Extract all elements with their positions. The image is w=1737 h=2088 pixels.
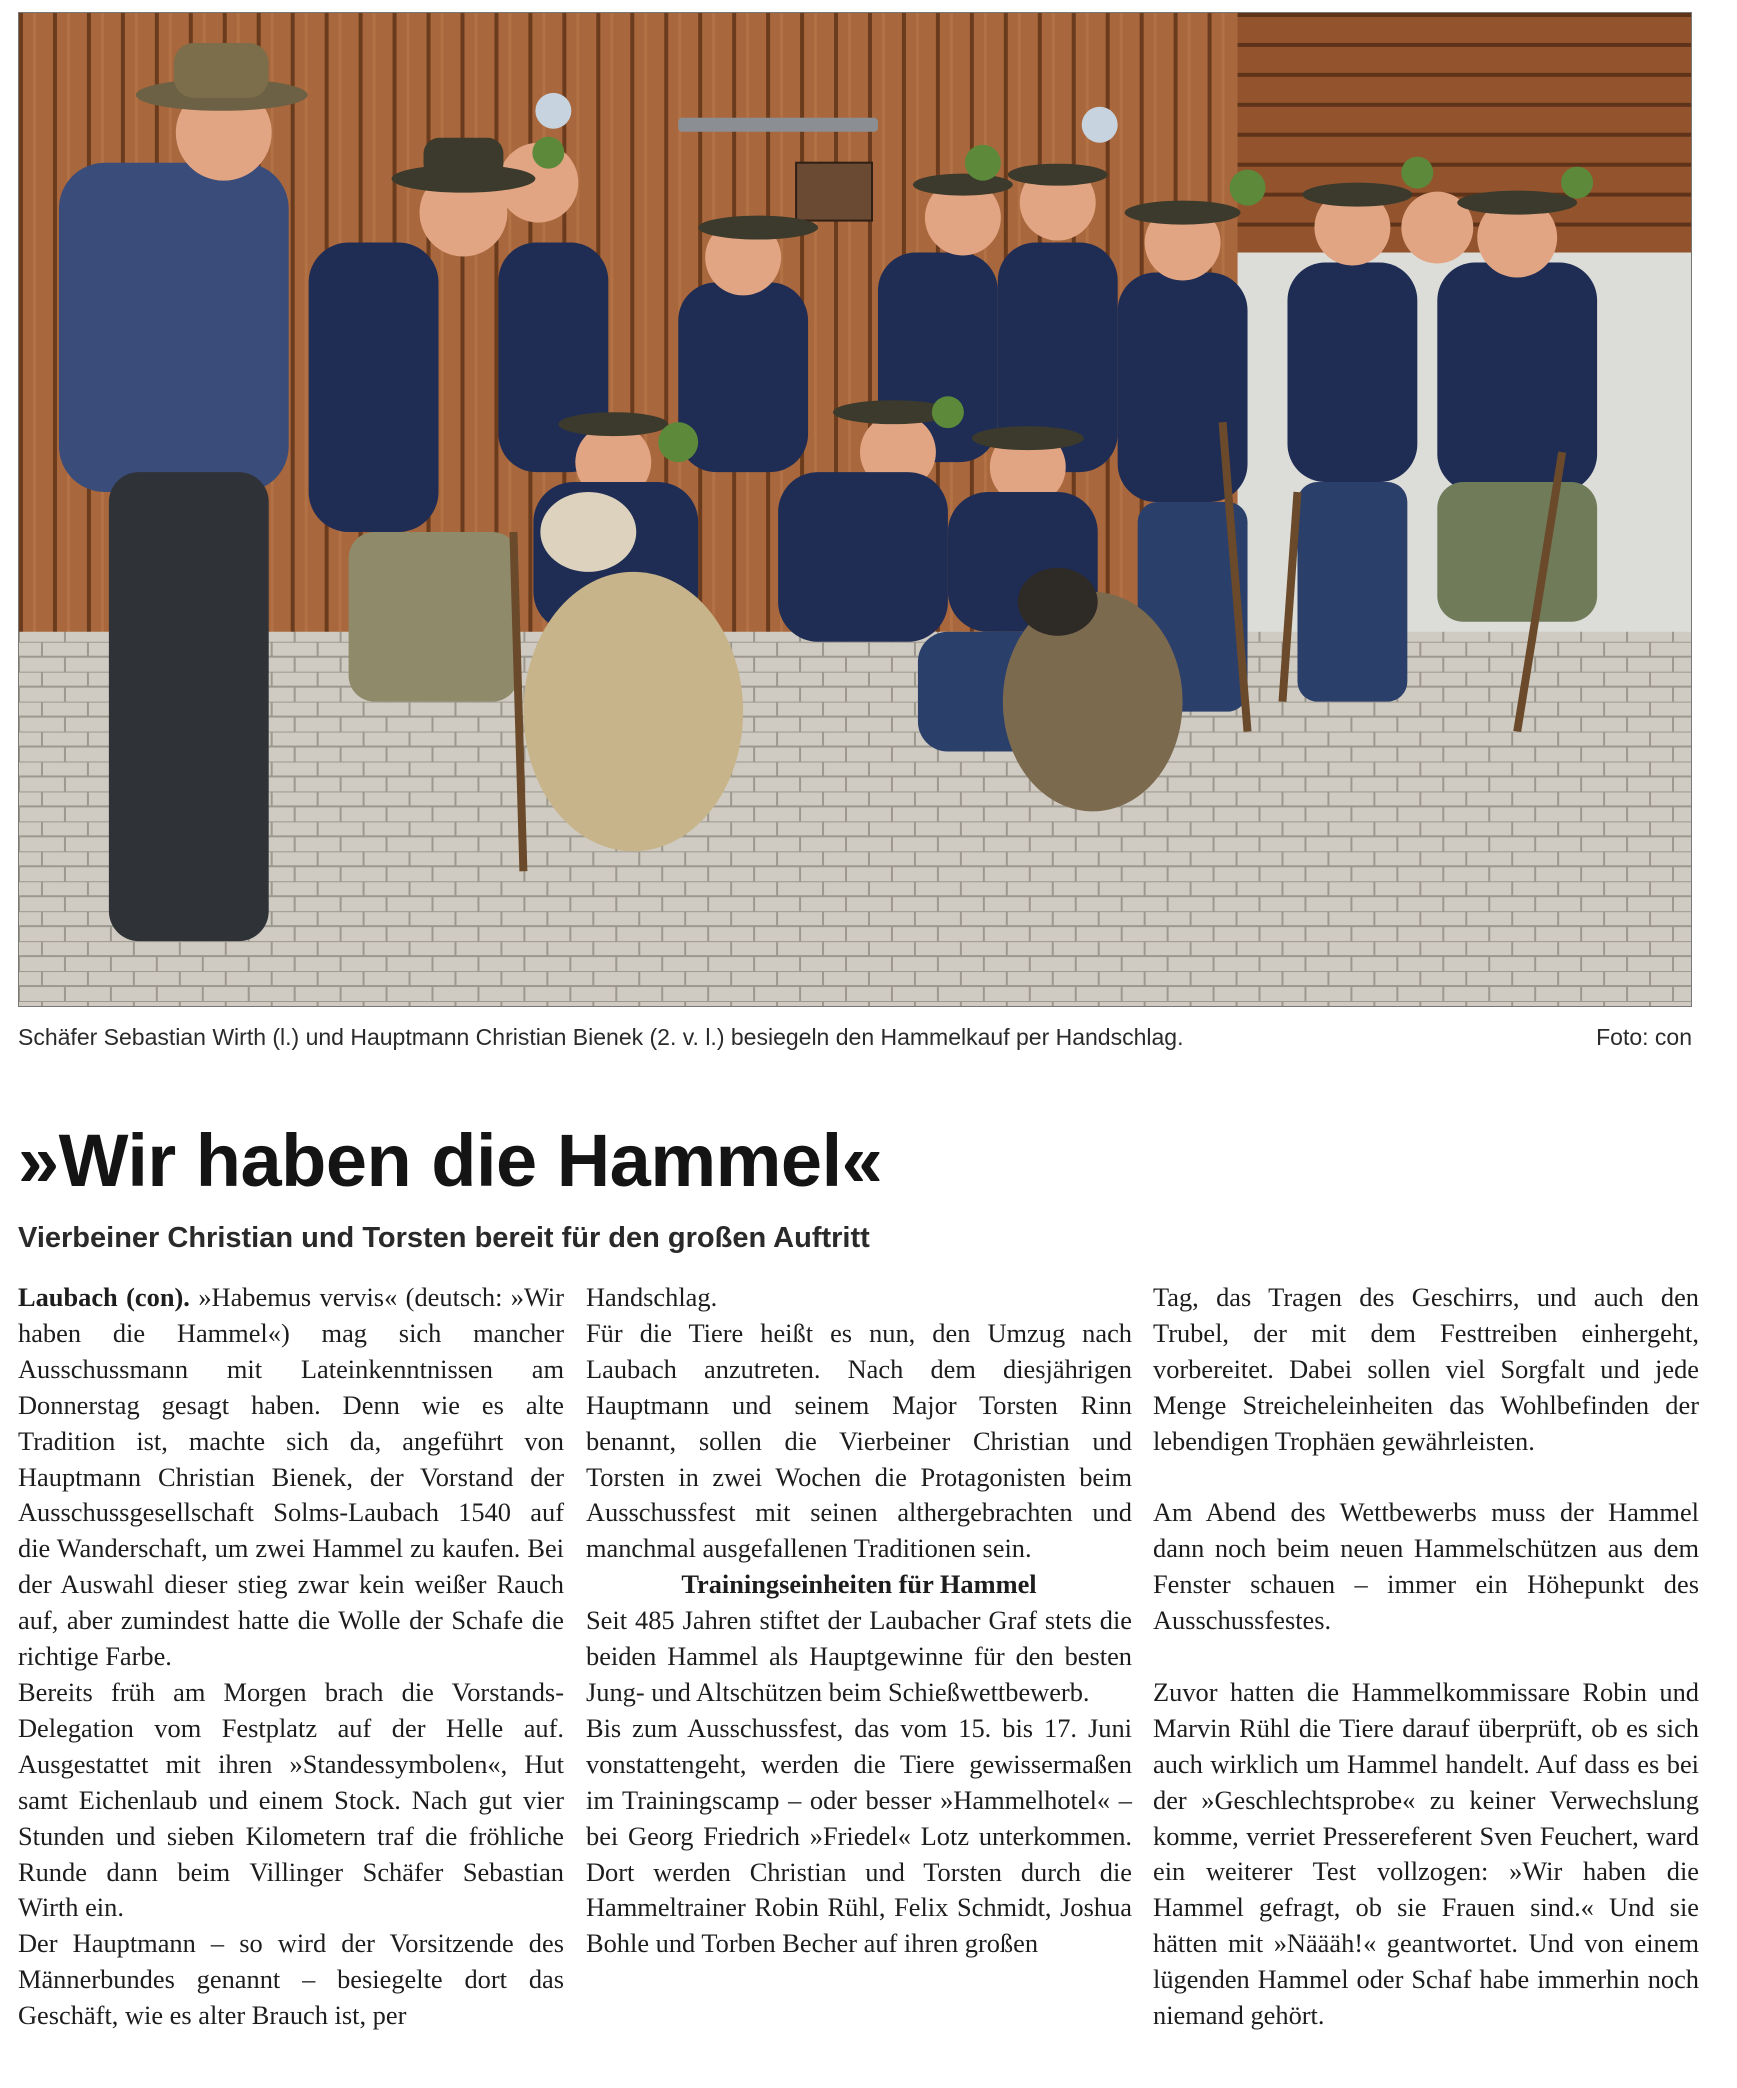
photo-caption-row: [18, 1024, 1692, 1060]
article-subhead: Trainingseinheiten für Hammel: [681, 1569, 1037, 1600]
dateline: Laubach (con).: [18, 1282, 190, 1312]
article-paragraph: Tag, das Tragen des Geschirrs, und auch den Trubel, der mit dem Festtreiben einhergeht, vorbereitet. Dabei sollen viel Sorgfalt und jede Menge Streicheleinheiten das Wohlbefinden der lebendigen Trophäen gewährleisten.: [1153, 1282, 1699, 1456]
photo-credit: Foto: con: [1596, 1024, 1692, 1050]
photo-caption: Schäfer Sebastian Wirth (l.) und Hauptmann Christian Bienek (2. v. l.) besiegeln den Hammelkauf per Handschlag.: [18, 1024, 1184, 1050]
article-paragraph: Handschlag.: [586, 1282, 718, 1312]
article-column-2: [586, 1280, 1132, 2080]
subheadline: Vierbeiner Christian und Torsten bereit für den großen Auftritt: [18, 1222, 870, 1254]
article-paragraph: Seit 485 Jahren stiftet der Laubacher Graf stets die beiden Hammel als Hauptgewinne für den besten Jung- und Altschützen beim Schießwettbewerb.: [586, 1605, 1132, 1707]
article-paragraph: Der Hauptmann – so wird der Vorsitzende des Männerbundes genannt – besiegelte dort das Geschäft, wie es alter Brauch ist, per: [18, 1928, 564, 2031]
article-column-3: [1153, 1280, 1699, 2080]
article-paragraph: Am Abend des Wettbewerbs muss der Hammel dann noch beim neuen Hammelschützen aus dem Fenster schauen – immer ein Höhepunkt des Ausschussfestes.: [1153, 1497, 1699, 1636]
article-paragraph: [18, 1280, 564, 1675]
headline: »Wir haben die Hammel«: [18, 1119, 883, 1202]
article-paragraph: Bis zum Ausschussfest, das vom 15. bis 17. Juni vonstattengeht, werden die Tiere gewissermaßen im Trainingscamp – oder besser »Hammelhotel« – bei Georg Friedrich »Friedel« Lotz unterkommen. Dort werden Christian und Torsten durch die Hammeltrainer Robin Rühl, Felix Schmidt, Joshua Bohle und Torben Becher auf ihren großen: [586, 1712, 1132, 1959]
group-photo-illustration: [19, 13, 1691, 1006]
article-paragraph: Zuvor hatten die Hammelkommissare Robin und Marvin Rühl die Tiere darauf überprüft, ob es sich auch wirklich um Hammel handelt. Auf dass es bei der »Geschlechtsprobe« zu keiner Verwechslung komme, verriet Pressereferent Sven Feuchert, ward ein weiterer Test vollzogen: »Wir haben die Hammel gefragt, ob sie Frauen sind.« Und sie hätten mit »Näääh!« geantwortet. Und von einem lügenden Hammel oder Schaf habe immerhin noch niemand gehört.: [1153, 1676, 1699, 2031]
article-column-1: [18, 1280, 564, 2080]
article-paragraph: Bereits früh am Morgen brach die Vorstands-Delegation vom Festplatz auf der Helle auf. Ausgestattet mit ihren »Standessymbolen«, Hut samt Eichenlaub und einem Stock. Nach gut vier Stunden und sieben Kilometern traf die fröhliche Runde dann beim Villinger Schäfer Sebastian Wirth ein.: [18, 1676, 564, 1923]
article-text: »Habemus vervis« (deutsch: »Wir haben die Hammel«) mag sich mancher Ausschussmann mit Lateinkenntnissen am Donnerstag gesagt haben. Denn wie es alte Tradition ist, machte sich da, angeführt von Hauptmann Christian Bienek, der Vorstand der Ausschussgesellschaft Solms-Laubach 1540 auf die Wanderschaft, um zwei Hammel zu kaufen. Bei der Auswahl dieser stieg zwar kein weißer Rauch auf, aber zumindest hatte die Wolle der Schafe die richtige Farbe.: [18, 1282, 564, 1672]
article-paragraph: Für die Tiere heißt es nun, den Umzug nach Laubach anzutreten. Nach dem diesjährigen Hauptmann und seinem Major Torsten Rinn benannt, sollen die Vierbeiner Christian und Torsten in zwei Wochen die Protagonisten beim Ausschussfest mit seinen althergebrachten und manchmal ausgefallenen Traditionen sein.: [586, 1317, 1132, 1564]
group-photo: [18, 12, 1692, 1007]
